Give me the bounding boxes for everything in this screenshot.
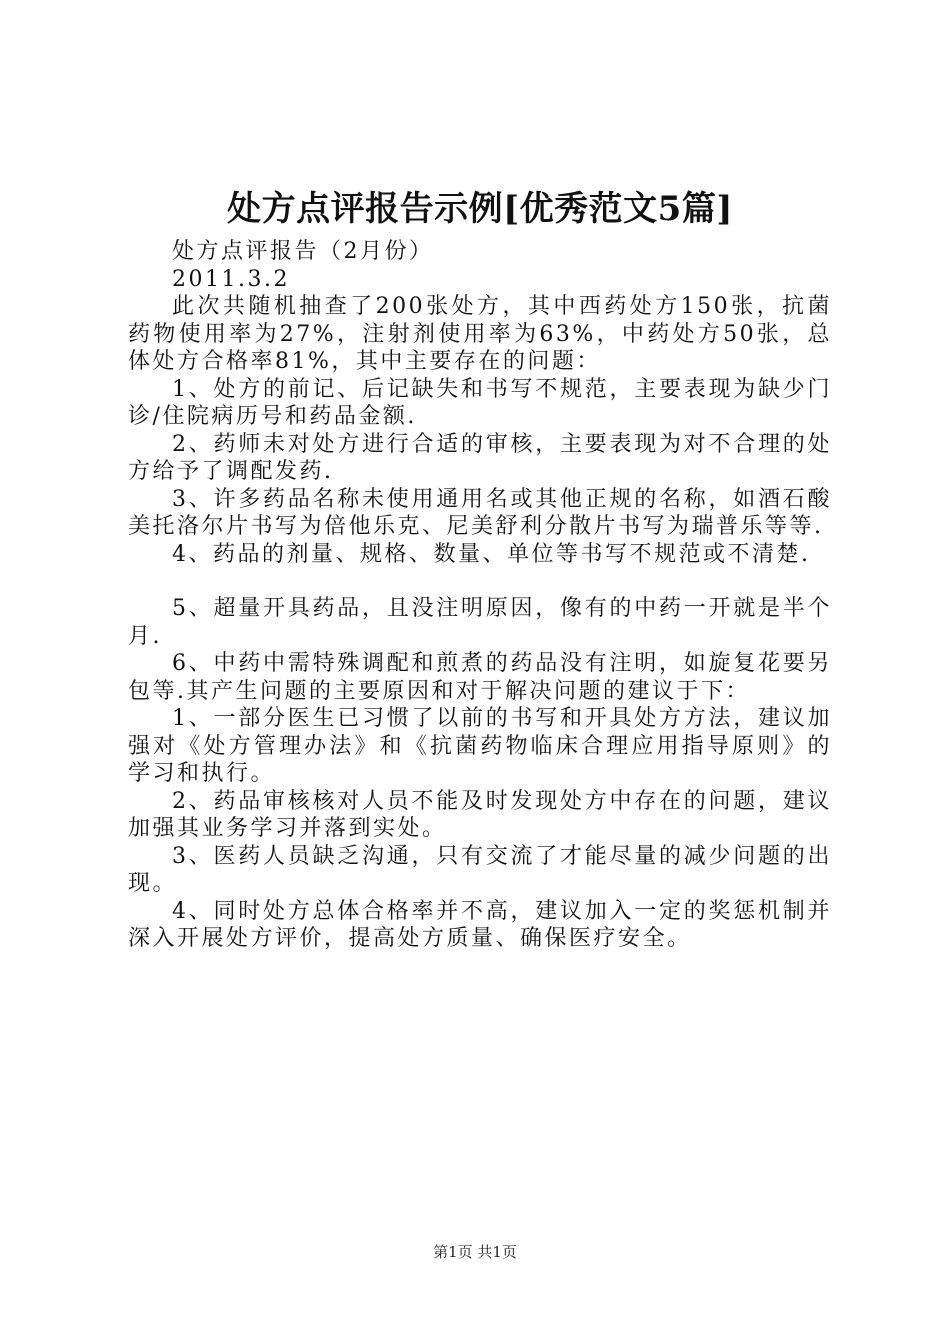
document-body — [128, 186, 832, 953]
page-footer: 第1页 共1页 — [433, 1243, 517, 1261]
problem-item-1: 1、处方的前记、后记缺失和书写不规范，主要表现为缺少门诊/住院病历号和药品金额. — [128, 376, 832, 429]
report-date: 2011.3.2 — [172, 266, 290, 292]
suggestion-item-4: 4、同时处方总体合格率并不高，建议加入一定的奖惩机制并深入开展处方评价，提高处方质量、确保医疗安全。 — [128, 898, 832, 951]
report-subtitle: 处方点评报告（2月份） — [172, 239, 434, 264]
problem-item-3: 3、许多药品名称未使用通用名或其他正规的名称，如酒石酸美托洛尔片书写为倍他乐克、尼美舒利分散片书写为瑞普乐等等. — [128, 486, 832, 539]
suggestion-item-1: 1、一部分医生已习惯了以前的书写和开具处方方法，建议加强对《处方管理办法》和《抗菌药物临床合理应用指导原则》的学习和执行。 — [128, 706, 832, 786]
summary-paragraph: 此次共随机抽查了200张处方，其中西药处方150张，抗菌药物使用率为27%，注射剂使用率为63%，中药处方50张，总体处方合格率81%，其中主要存在的问题： — [128, 294, 832, 374]
problem-item-5: 5、超量开具药品，且没注明原因，像有的中药一开就是半个月. — [128, 596, 832, 649]
problem-item-6: 6、中药中需特殊调配和煎煮的药品没有注明，如旋复花要另包等.其产生问题的主要原因和对于解决问题的建议于下： — [128, 651, 832, 704]
problem-item-2: 2、药师未对处方进行合适的审核，主要表现为对不合理的处方给予了调配发药. — [128, 431, 832, 484]
document-title: 处方点评报告示例[优秀范文5篇] — [227, 189, 733, 229]
problem-item-4: 4、药品的剂量、规格、数量、单位等书写不规范或不清楚. — [172, 541, 811, 567]
suggestion-item-3: 3、医药人员缺乏沟通，只有交流了才能尽量的减少问题的出现。 — [128, 843, 832, 896]
suggestion-item-2: 2、药品审核核对人员不能及时发现处方中存在的问题，建议加强其业务学习并落到实处。 — [128, 788, 832, 841]
